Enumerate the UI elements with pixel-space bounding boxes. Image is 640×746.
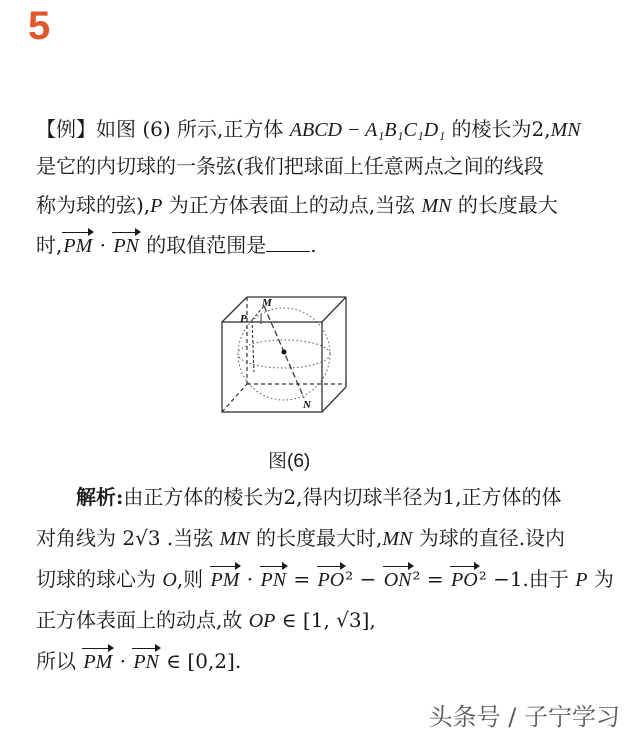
math-term: ABCD − A₁B₁C₁D₁ [289, 119, 446, 141]
vector-term: PM [63, 235, 93, 257]
text-run: 为球的直径.设内 [412, 526, 566, 550]
math-term: O [162, 569, 177, 591]
text-run: = [287, 567, 317, 591]
math-term: MN [219, 528, 250, 550]
solution-line [36, 566, 614, 593]
text-run: 由正方体的棱长为2,得内切球半径为1,正方体的体 [123, 485, 562, 509]
sphere-center [282, 350, 287, 355]
solution-line [36, 648, 241, 675]
text-run: 正方体表面上的动点,故 [36, 608, 249, 632]
solution-heading: 解析: [76, 485, 124, 509]
solution-line [36, 525, 565, 552]
text-run: · [93, 233, 113, 257]
figure-caption: 图(6) [268, 451, 311, 472]
math-term: MN [382, 528, 413, 550]
math-term: P [575, 569, 588, 591]
solution-line [36, 607, 376, 634]
cube-hidden-diagonal-edge [222, 384, 247, 412]
text-run: ² = [412, 567, 451, 591]
text-run: ∈ [1, √3], [275, 608, 376, 632]
math-term: OP [248, 610, 276, 632]
text-run: . [310, 233, 317, 257]
text-run: 的长度最大时, [249, 526, 383, 550]
problem-line [36, 192, 558, 219]
vector-term: PM [210, 569, 240, 591]
text-run: 是它的内切球的一条弦(我们把球面上任意两点之间的线段 [36, 154, 544, 178]
text-run: 称为球的弦), [36, 193, 151, 217]
solution-line [76, 484, 562, 510]
text-run: · [240, 567, 260, 591]
text-run: 为 [587, 567, 614, 591]
text-run: 切球的球心为 [36, 567, 163, 591]
answer-blank [266, 233, 310, 252]
label-p: P [240, 313, 247, 325]
text-run: ∈ [0,2]. [159, 649, 242, 673]
vector-term: PO [451, 569, 478, 591]
text-run: · [113, 649, 133, 673]
label-n: N [303, 399, 311, 411]
cube-bottom-right-edge [322, 387, 346, 412]
vector-term: ON [383, 569, 412, 591]
text-run: 的长度最大 [451, 193, 558, 217]
vector-term: PN [113, 235, 139, 257]
text-run: 对角线为 2√3 .当弦 [36, 526, 220, 550]
cube-top-right-edge [322, 297, 346, 322]
math-term: MN [421, 195, 452, 217]
problem-line [36, 116, 581, 143]
vector-term: PN [260, 569, 287, 591]
text-run: ² − [345, 567, 383, 591]
text-run: 所以 [36, 649, 83, 673]
text-run: ,则 [176, 567, 210, 591]
vector-term: PM [83, 651, 113, 673]
watermark: 头条号 / 子宁学习 [428, 703, 620, 731]
label-m: M [262, 297, 272, 309]
problem-line [36, 153, 544, 179]
math-term: P [150, 195, 163, 217]
vector-term: PN [133, 651, 159, 673]
text-run: 的取值范围是 [139, 233, 267, 257]
text-run: 为正方体表面上的动点,当弦 [162, 193, 422, 217]
text-run: 的棱长为2, [445, 117, 551, 141]
text-run: 【例】如图 (6) 所示,正方体 [36, 117, 290, 141]
math-term: MN [550, 119, 581, 141]
text-run: 时, [36, 233, 63, 257]
cube-figure [214, 292, 354, 422]
page-number: 5 [28, 4, 51, 48]
text-run: ² −1.由于 [478, 567, 576, 591]
vector-term: PO [317, 569, 345, 591]
problem-line [36, 232, 317, 259]
